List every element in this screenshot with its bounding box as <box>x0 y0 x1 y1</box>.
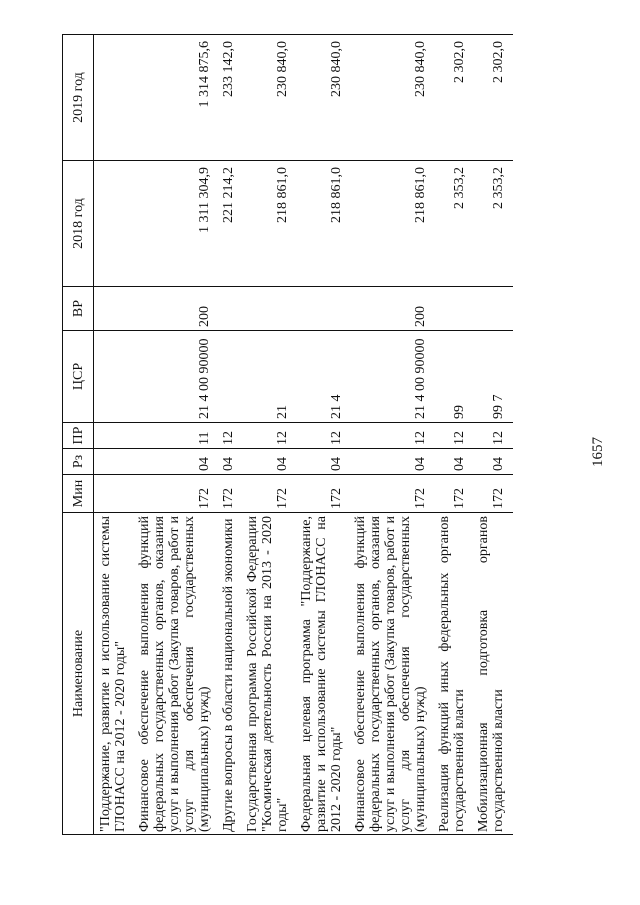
row-pr: 12 <box>297 423 351 449</box>
row-rz <box>94 449 136 475</box>
budget-table <box>62 34 513 835</box>
row-vr: 200 <box>351 287 435 331</box>
row-vr <box>435 287 474 331</box>
row-2019: 230 840,0 <box>351 35 435 161</box>
table-row <box>297 35 351 835</box>
row-pr: 12 <box>243 423 297 449</box>
row-name: "Поддержание, развитие и использование системы ГЛОНАСС на 2012 - 2020 годы" <box>94 513 136 835</box>
row-csr: 21 4 00 90000 <box>351 331 435 423</box>
row-rz: 04 <box>135 449 219 475</box>
row-name: Государственная программа Российской Федерации "Космическая деятельность России на 2013 - 2020 годы" <box>243 513 297 835</box>
page-number: 1657 <box>590 437 606 467</box>
row-csr: 21 4 00 90000 <box>135 331 219 423</box>
row-min <box>94 475 136 513</box>
row-name: Мобилизационная подготовка органов государственной власти <box>474 513 513 835</box>
row-csr: 99 7 <box>474 331 513 423</box>
row-vr <box>297 287 351 331</box>
row-rz: 04 <box>219 449 243 475</box>
row-vr <box>219 287 243 331</box>
row-2019: 1 314 875,6 <box>135 35 219 161</box>
row-rz: 04 <box>435 449 474 475</box>
row-csr: 21 <box>243 331 297 423</box>
row-name: Реализация функций иных федеральных органов государственной власти <box>435 513 474 835</box>
row-min: 172 <box>219 475 243 513</box>
row-rz: 04 <box>297 449 351 475</box>
row-name: Другие вопросы в области национальной экономики <box>219 513 243 835</box>
header-name: Наименование <box>63 513 94 835</box>
row-csr <box>94 331 136 423</box>
row-2019: 233 142,0 <box>219 35 243 161</box>
row-2019: 2 302,0 <box>474 35 513 161</box>
row-2019: 230 840,0 <box>297 35 351 161</box>
table-row <box>135 35 219 835</box>
row-2018: 1 311 304,9 <box>135 161 219 287</box>
table-row <box>243 35 297 835</box>
row-min: 172 <box>135 475 219 513</box>
row-min: 172 <box>474 475 513 513</box>
row-min: 172 <box>297 475 351 513</box>
row-pr: 12 <box>351 423 435 449</box>
row-pr: 12 <box>474 423 513 449</box>
row-2018: 2 353,2 <box>474 161 513 287</box>
table-header-row <box>63 35 94 835</box>
row-csr: 99 <box>435 331 474 423</box>
header-rz: Рз <box>63 449 94 475</box>
row-2018 <box>94 161 136 287</box>
header-vr: ВР <box>63 287 94 331</box>
row-2018: 218 861,0 <box>351 161 435 287</box>
table-row <box>435 35 474 835</box>
row-2018: 218 861,0 <box>297 161 351 287</box>
row-2018: 2 353,2 <box>435 161 474 287</box>
table-row <box>474 35 513 835</box>
row-2018: 221 214,2 <box>219 161 243 287</box>
row-rz: 04 <box>474 449 513 475</box>
row-pr: 12 <box>435 423 474 449</box>
row-min: 172 <box>435 475 474 513</box>
row-pr: 11 <box>135 423 219 449</box>
header-min: Мин <box>63 475 94 513</box>
row-2018: 218 861,0 <box>243 161 297 287</box>
row-vr <box>474 287 513 331</box>
row-min: 172 <box>351 475 435 513</box>
row-name: Федеральная целевая программа "Поддержание, развитие и использование системы ГЛОНАСС на 2012 - 2020 годы" <box>297 513 351 835</box>
header-2018: 2018 год <box>63 161 94 287</box>
row-rz: 04 <box>243 449 297 475</box>
row-csr: 21 4 <box>297 331 351 423</box>
row-2019: 2 302,0 <box>435 35 474 161</box>
row-csr <box>219 331 243 423</box>
table-row <box>94 35 136 835</box>
table-row <box>351 35 435 835</box>
header-csr: ЦСР <box>63 331 94 423</box>
row-vr <box>243 287 297 331</box>
row-vr: 200 <box>135 287 219 331</box>
table-row <box>219 35 243 835</box>
header-2019: 2019 год <box>63 35 94 161</box>
row-2019: 230 840,0 <box>243 35 297 161</box>
row-vr <box>94 287 136 331</box>
row-pr: 12 <box>219 423 243 449</box>
header-pr: ПР <box>63 423 94 449</box>
row-rz: 04 <box>351 449 435 475</box>
row-2019 <box>94 35 136 161</box>
row-pr <box>94 423 136 449</box>
row-min: 172 <box>243 475 297 513</box>
row-name: Финансовое обеспечение выполнения функций федеральных государственных органов, оказания услуг и выполнения работ (Закупка товаров, работ и услуг для обеспечения государственных (муниципальных) нужд) <box>135 513 219 835</box>
row-name: Финансовое обеспечение выполнения функций федеральных государственных органов, оказания услуг и выполнения работ (Закупка товаров, работ и услуг для обеспечения государственных (муниципальных) нужд) <box>351 513 435 835</box>
